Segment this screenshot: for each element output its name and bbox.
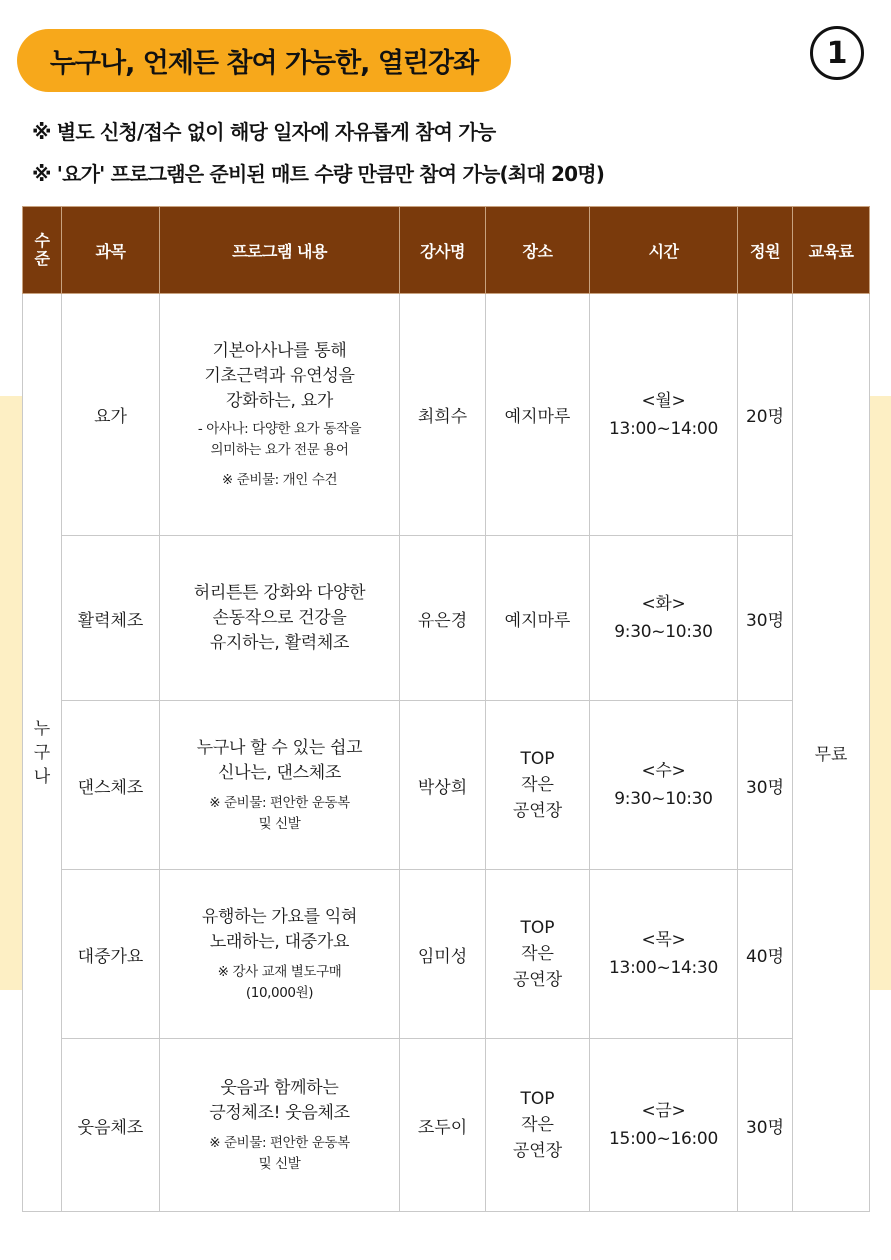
capacity-cell: 20명 [738, 294, 793, 536]
header-content: 프로그램 내용 [160, 207, 400, 294]
header-capacity: 정원 [738, 207, 793, 294]
table-row [23, 701, 870, 870]
instructor-cell: 임미성 [400, 870, 486, 1039]
day-label: <월> [641, 390, 686, 411]
table-row [23, 1039, 870, 1212]
notice-line-2: ※ '요가' 프로그램은 준비된 매트 수량 만큼만 참여 가능(최대 20명) [32, 162, 605, 186]
time-range: 15:00~16:00 [609, 1129, 718, 1149]
table-row [23, 294, 870, 536]
program-table [22, 206, 870, 1212]
content-cell [160, 536, 400, 701]
decorative-band-right [867, 396, 891, 990]
table-row [23, 536, 870, 701]
course-cell: 댄스체조 [62, 701, 160, 870]
place-cell: TOP 작은 공연장 [486, 1039, 590, 1212]
capacity-cell: 30명 [738, 1039, 793, 1212]
header-time: 시간 [590, 207, 738, 294]
course-cell: 요가 [62, 294, 160, 536]
content-note: ※ 준비물: 편안한 운동복 및 신발 [209, 794, 350, 832]
instructor-cell: 최희수 [400, 294, 486, 536]
time-cell [590, 701, 738, 870]
content-cell [160, 701, 400, 870]
content-main: 허리튼튼 강화와 다양한 손동작으로 건강을 유지하는, 활력체조 [193, 582, 366, 653]
fee-cell: 무료 [793, 294, 870, 1212]
header-instructor: 강사명 [400, 207, 486, 294]
day-label: <수> [641, 761, 686, 781]
time-cell [590, 870, 738, 1039]
instructor-cell: 박상희 [400, 701, 486, 870]
level-cell: 누 구 나 [23, 294, 62, 1212]
header-place: 장소 [486, 207, 590, 294]
content-cell [160, 294, 400, 536]
header-level: 수 준 [23, 207, 62, 294]
page-title: 누구나, 언제든 참여 가능한, 열린강좌 [17, 29, 511, 92]
place-cell: 예지마루 [486, 294, 590, 536]
place-cell: 예지마루 [486, 536, 590, 701]
content-main: 웃음과 함께하는 긍정체조! 웃음체조 [209, 1077, 350, 1123]
content-sub: - 아사나: 다양한 요가 동작을 의미하는 요가 전문 용어 [197, 420, 362, 458]
course-cell: 활력체조 [62, 536, 160, 701]
content-cell [160, 870, 400, 1039]
content-note: ※ 준비물: 개인 수건 [221, 471, 338, 488]
content-main: 누구나 할 수 있는 쉽고 신나는, 댄스체조 [196, 737, 363, 783]
content-main: 유행하는 가요를 익혀 노래하는, 대중가요 [201, 906, 358, 952]
table-header-row [23, 207, 870, 294]
time-range: 13:00~14:30 [609, 958, 718, 978]
table-row [23, 870, 870, 1039]
content-main: 기본아사나를 통해 기초근력과 유연성을 강화하는, 요가 [204, 340, 355, 411]
time-range: 9:30~10:30 [614, 622, 713, 642]
capacity-cell: 30명 [738, 701, 793, 870]
time-cell [590, 536, 738, 701]
header-fee: 교육료 [793, 207, 870, 294]
course-cell: 웃음체조 [62, 1039, 160, 1212]
place-cell: TOP 작은 공연장 [486, 870, 590, 1039]
instructor-cell: 유은경 [400, 536, 486, 701]
header-course: 과목 [62, 207, 160, 294]
capacity-cell: 40명 [738, 870, 793, 1039]
content-note: ※ 준비물: 편안한 운동복 및 신발 [209, 1134, 350, 1172]
day-label: <금> [641, 1101, 686, 1121]
time-cell [590, 294, 738, 536]
day-label: <화> [641, 594, 686, 614]
course-cell: 대중가요 [62, 870, 160, 1039]
time-range: 9:30~10:30 [614, 789, 713, 809]
content-cell [160, 1039, 400, 1212]
time-range: 13:00~14:00 [609, 418, 718, 439]
day-label: <목> [641, 930, 686, 950]
notice-line-1: ※ 별도 신청/접수 없이 해당 일자에 자유롭게 참여 가능 [32, 120, 496, 144]
page-number-badge: 1 [810, 26, 864, 80]
time-cell [590, 1039, 738, 1212]
instructor-cell: 조두이 [400, 1039, 486, 1212]
content-note: ※ 강사 교재 별도구매 (10,000원) [217, 963, 342, 1001]
capacity-cell: 30명 [738, 536, 793, 701]
decorative-band-left [0, 396, 24, 990]
place-cell: TOP 작은 공연장 [486, 701, 590, 870]
